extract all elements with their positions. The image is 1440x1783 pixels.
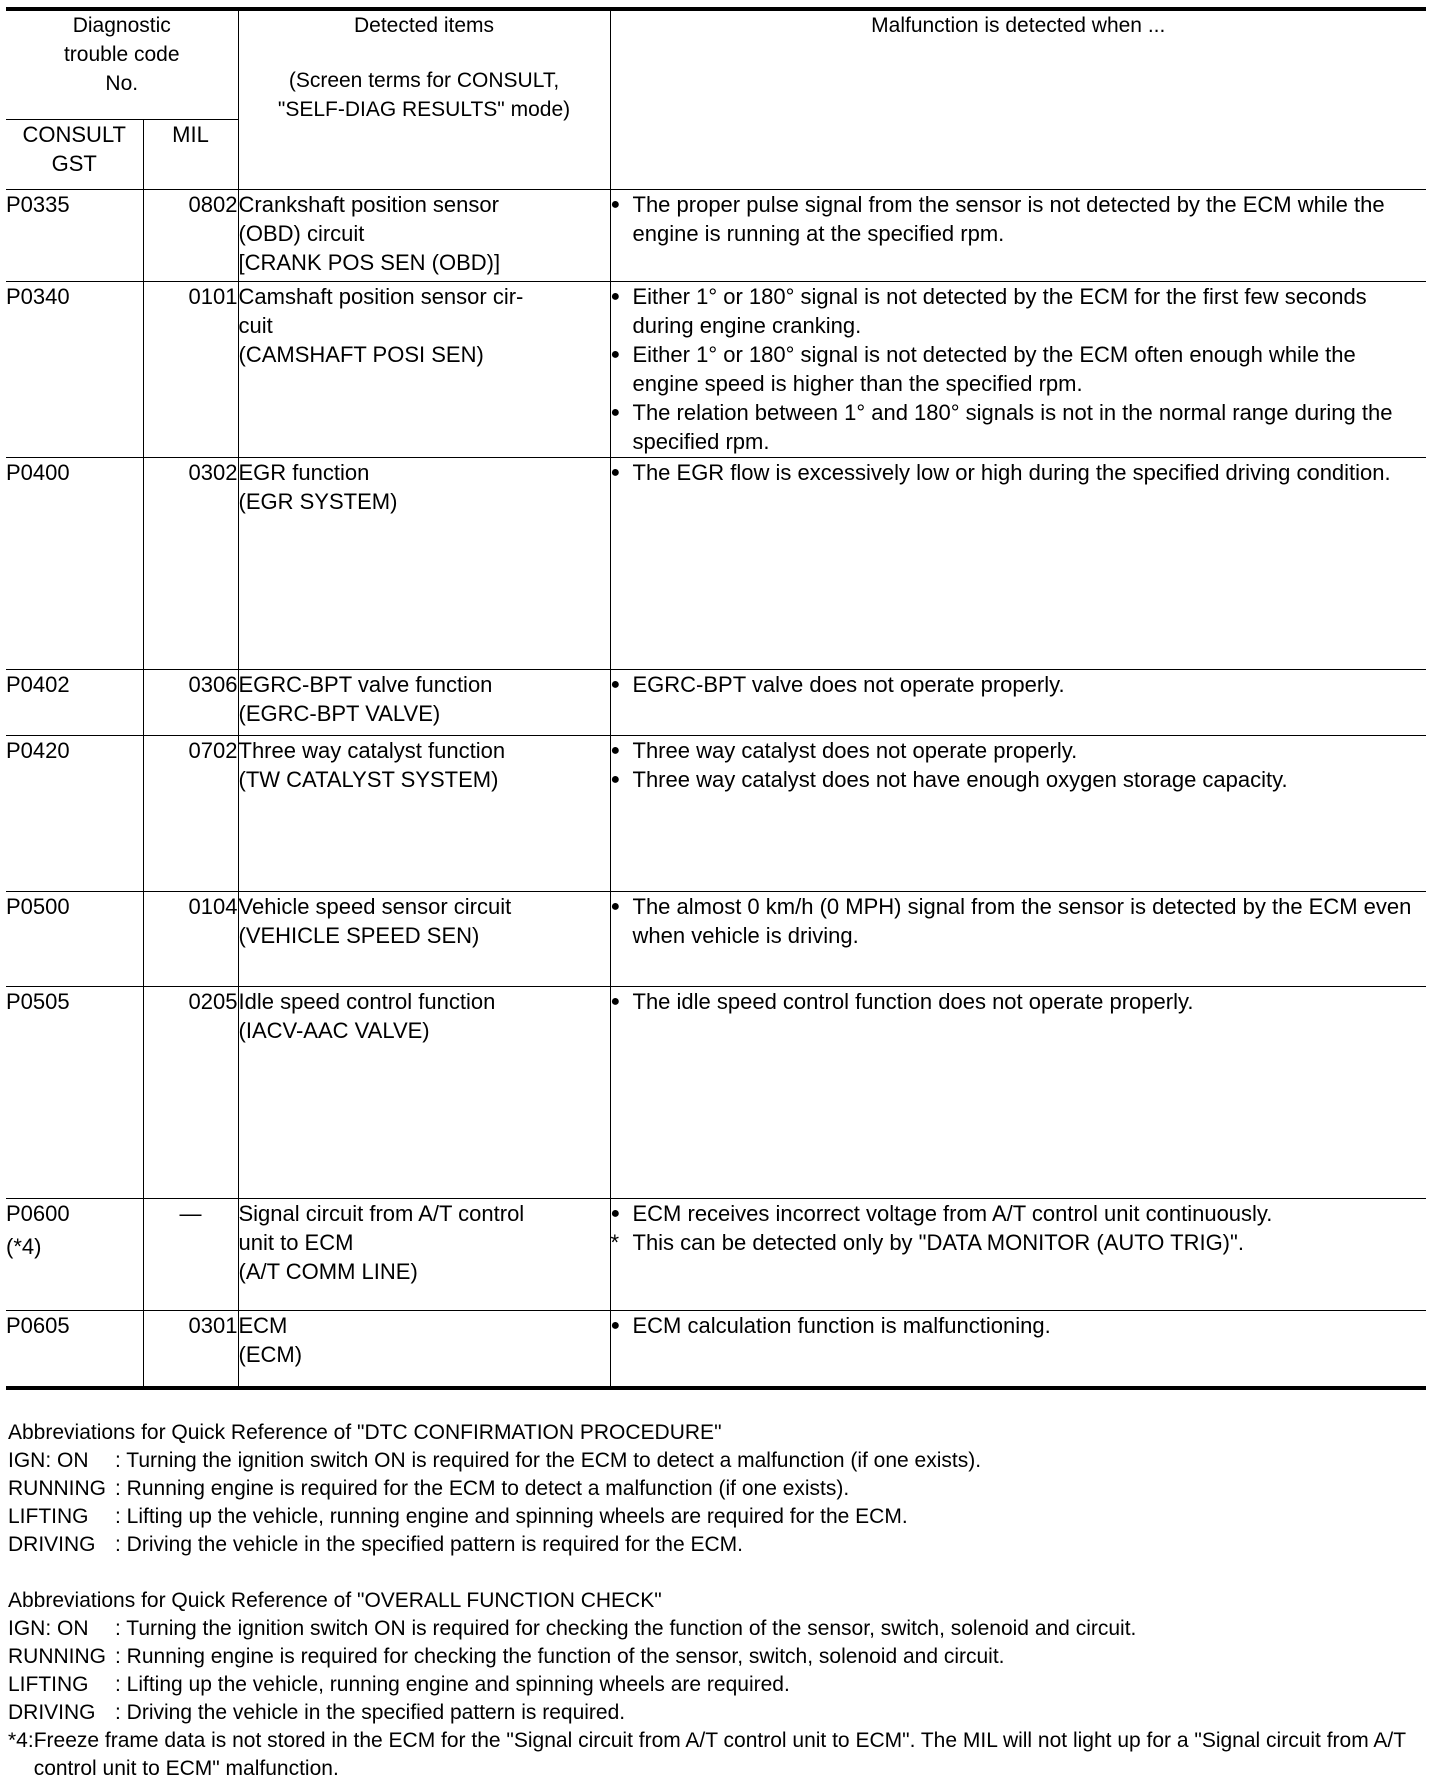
header-detected-items <box>238 9 610 189</box>
malfunction-note <box>611 1228 1427 1257</box>
header-malfunction: Malfunction is detected when ... <box>610 9 1426 189</box>
malfunction-cell <box>610 735 1426 891</box>
abbrev-key: RUNNING <box>8 1477 106 1500</box>
detected-item-line: (OBD) circuit <box>238 220 365 246</box>
header-diagnostic-trouble-code <box>6 9 238 119</box>
detected-item-line: (CAMSHAFT POSI SEN) <box>238 341 484 367</box>
consult-code-note: (*4) <box>6 1233 42 1259</box>
bullet-icon: ● <box>610 1316 621 1334</box>
detected-item-line: Camshaft position sensor cir- <box>238 283 524 309</box>
detected-item-line: (IACV-AAC VALVE) <box>238 1017 430 1043</box>
malfunction-text: Three way catalyst does not have enough oxygen storage capacity. <box>632 766 1288 792</box>
detected-item-line: (TW CATALYST SYSTEM) <box>238 766 499 792</box>
detected-item-line: (EGRC-BPT VALVE) <box>238 700 441 726</box>
detected-item-line: Three way catalyst function <box>238 737 506 763</box>
dtc-row <box>6 189 1426 281</box>
bullet-icon: ● <box>610 741 621 759</box>
abbrev-key: DRIVING <box>8 1701 96 1724</box>
malfunction-item <box>611 765 1427 794</box>
bullet-icon: ● <box>610 675 621 693</box>
mil-code: 0205 <box>143 986 238 1198</box>
abbrev-item <box>8 1615 1436 1643</box>
header-diag-line1: Diagnostic <box>72 14 171 37</box>
dtc-abbrev-list <box>8 1447 1436 1559</box>
bullet-icon: ● <box>610 992 621 1010</box>
detected-item-line: (ECM) <box>238 1341 303 1367</box>
consult-code-cell <box>6 1198 143 1310</box>
malfunction-item <box>611 736 1427 765</box>
dtc-abbrev-title: Abbreviations for Quick Reference of "DTC CONFIRMATION PROCEDURE" <box>8 1421 722 1444</box>
header-detected-line2: (Screen terms for CONSULT, <box>288 69 560 92</box>
detected-items-cell <box>238 1198 610 1310</box>
abbrev-item <box>8 1531 1436 1559</box>
consult-code: P0340 <box>6 283 70 309</box>
detected-item-line: Idle speed control function <box>238 988 496 1014</box>
malfunction-item <box>611 987 1427 1016</box>
footnote-key: *4: <box>8 1729 34 1752</box>
consult-code-cell <box>6 735 143 891</box>
detected-items-cell <box>238 281 610 457</box>
header-consult-line2: GST <box>51 150 97 176</box>
asterisk-icon: * <box>610 1229 620 1255</box>
abbrev-text: : Lifting up the vehicle, running engine and spinning wheels are required for the ECM. <box>115 1505 908 1528</box>
malfunction-cell <box>610 1198 1426 1310</box>
dtc-table <box>6 7 1426 1390</box>
detected-item-line: (A/T COMM LINE) <box>238 1258 418 1284</box>
mil-code: — <box>143 1198 238 1310</box>
consult-code: P0402 <box>6 671 70 697</box>
abbrev-item <box>8 1643 1436 1671</box>
abbrev-item <box>8 1503 1436 1531</box>
bullet-icon: ● <box>610 403 621 421</box>
detected-item-line: Signal circuit from A/T control <box>238 1200 525 1226</box>
malfunction-text: The EGR flow is excessively low or high during the specified driving condition. <box>632 459 1391 485</box>
bullet-icon: ● <box>610 345 621 363</box>
consult-code-cell <box>6 457 143 669</box>
detected-item-line: Crankshaft position sensor <box>238 191 499 217</box>
abbrev-key: IGN: ON <box>8 1449 89 1472</box>
detected-item-line: (EGR SYSTEM) <box>238 488 398 514</box>
abbrev-text: : Turning the ignition switch ON is required for the ECM to detect a malfunction (if one exists). <box>115 1449 982 1472</box>
malfunction-cell <box>610 891 1426 986</box>
consult-code-cell <box>6 986 143 1198</box>
consult-code: P0600 <box>6 1200 70 1226</box>
detected-item-line: ECM <box>238 1312 288 1338</box>
mil-code: 0301 <box>143 1310 238 1388</box>
consult-code: P0335 <box>6 191 70 217</box>
malfunction-text: ECM receives incorrect voltage from A/T control unit continuously. <box>632 1200 1273 1226</box>
detected-items-cell <box>238 1310 610 1388</box>
malfunction-item <box>611 340 1427 398</box>
dtc-row <box>6 1198 1426 1310</box>
bullet-icon: ● <box>610 195 621 213</box>
bullet-icon: ● <box>610 1204 621 1222</box>
dtc-table-body <box>6 189 1426 1388</box>
detected-item-line: (VEHICLE SPEED SEN) <box>238 922 480 948</box>
consult-code: P0400 <box>6 459 70 485</box>
abbrev-key: RUNNING <box>8 1645 106 1668</box>
consult-code-cell <box>6 1310 143 1388</box>
detected-item-line: [CRANK POS SEN (OBD)] <box>238 249 501 275</box>
header-diag-line2: trouble code <box>63 43 180 66</box>
mil-code: 0104 <box>143 891 238 986</box>
dtc-row <box>6 986 1426 1198</box>
abbrev-text: : Running engine is required for checking the function of the sensor, switch, solenoid and circuit. <box>115 1645 1005 1668</box>
footnote-text: Freeze frame data is not stored in the ECM for the "Signal circuit from A/T control unit to ECM". The MIL will not light up for a "Signal circuit from A/T control unit to ECM" malfunction. <box>33 1729 1406 1780</box>
malfunction-text: The almost 0 km/h (0 MPH) signal from the sensor is detected by the ECM even when vehicle is driving. <box>632 893 1412 948</box>
malfunction-item <box>611 282 1427 340</box>
malfunction-item <box>611 458 1427 487</box>
malfunction-item <box>611 892 1427 950</box>
header-mil: MIL <box>143 119 238 189</box>
header-consult-gst <box>6 119 143 189</box>
dtc-row <box>6 457 1426 669</box>
detected-item-line: unit to ECM <box>238 1229 354 1255</box>
consult-code: P0505 <box>6 988 70 1014</box>
consult-code-cell <box>6 669 143 735</box>
malfunction-text: The proper pulse signal from the sensor is not detected by the ECM while the engine is running at the specified rpm. <box>632 191 1385 246</box>
consult-code-cell <box>6 189 143 281</box>
detected-item-line: EGR function <box>238 459 370 485</box>
mil-code: 0802 <box>143 189 238 281</box>
consult-code: P0500 <box>6 893 70 919</box>
abbrev-key: DRIVING <box>8 1533 96 1556</box>
malfunction-item <box>611 190 1427 248</box>
mil-code: 0702 <box>143 735 238 891</box>
malfunction-cell <box>610 457 1426 669</box>
abbrev-text: : Running engine is required for the ECM to detect a malfunction (if one exists). <box>115 1477 850 1500</box>
header-detected-line1: Detected items <box>353 14 495 37</box>
consult-code-cell <box>6 281 143 457</box>
mil-code: 0101 <box>143 281 238 457</box>
malfunction-text: Either 1° or 180° signal is not detected by the ECM for the first few seconds during engine cranking. <box>632 283 1367 338</box>
dtc-row <box>6 735 1426 891</box>
bullet-icon: ● <box>610 463 621 481</box>
consult-code: P0420 <box>6 737 70 763</box>
malfunction-cell <box>610 281 1426 457</box>
malfunction-text: Three way catalyst does not operate properly. <box>632 737 1078 763</box>
detected-items-cell <box>238 891 610 986</box>
bullet-icon: ● <box>610 897 621 915</box>
detected-items-cell <box>238 457 610 669</box>
malfunction-cell <box>610 1310 1426 1388</box>
dtc-row <box>6 1310 1426 1388</box>
malfunction-cell <box>610 189 1426 281</box>
malfunction-item <box>611 398 1427 456</box>
dtc-row <box>6 891 1426 986</box>
mil-code: 0302 <box>143 457 238 669</box>
bullet-icon: ● <box>610 287 621 305</box>
abbrev-key: IGN: ON <box>8 1617 89 1640</box>
abbrev-text: : Lifting up the vehicle, running engine and spinning wheels are required. <box>115 1673 790 1696</box>
abbrev-key: LIFTING <box>8 1673 89 1696</box>
detected-items-cell <box>238 189 610 281</box>
malfunction-note-text: This can be detected only by "DATA MONITOR (AUTO TRIG)". <box>632 1229 1244 1255</box>
malfunction-text: ECM calculation function is malfunctioning. <box>632 1312 1051 1338</box>
consult-code: P0605 <box>6 1312 70 1338</box>
malfunction-item <box>611 670 1427 699</box>
abbrev-text: : Driving the vehicle in the specified pattern is required. <box>115 1701 626 1724</box>
abbrev-text: : Turning the ignition switch ON is required for checking the function of the sensor, switch, solenoid and circuit. <box>115 1617 1137 1640</box>
detected-item-line: cuit <box>238 312 273 338</box>
abbrev-text: : Driving the vehicle in the specified pattern is required for the ECM. <box>115 1533 743 1556</box>
mil-code: 0306 <box>143 669 238 735</box>
detected-item-line: EGRC-BPT valve function <box>238 671 493 697</box>
malfunction-text: The relation between 1° and 180° signals is not in the normal range during the specified rpm. <box>632 399 1393 454</box>
detected-items-cell <box>238 669 610 735</box>
header-diag-line3: No. <box>105 72 139 95</box>
footnote-4 <box>8 1727 1436 1783</box>
ofc-abbrev-list <box>8 1615 1436 1727</box>
dtc-row <box>6 669 1426 735</box>
consult-code-cell <box>6 891 143 986</box>
abbrev-item <box>8 1475 1436 1503</box>
ofc-abbrev-title: Abbreviations for Quick Reference of "OVERALL FUNCTION CHECK" <box>8 1589 662 1612</box>
abbrev-item <box>8 1671 1436 1699</box>
abbreviation-notes <box>8 1419 1436 1783</box>
dtc-row <box>6 281 1426 457</box>
detected-item-line: Vehicle speed sensor circuit <box>238 893 512 919</box>
malfunction-text: Either 1° or 180° signal is not detected by the ECM often enough while the engine speed is higher than the specified rpm. <box>632 341 1356 396</box>
abbrev-item <box>8 1447 1436 1475</box>
abbrev-item <box>8 1699 1436 1727</box>
header-consult-line1: CONSULT <box>22 121 126 147</box>
header-detected-line3: "SELF-DIAG RESULTS" mode) <box>277 98 571 121</box>
bullet-icon: ● <box>610 770 621 788</box>
malfunction-text: The idle speed control function does not operate properly. <box>632 988 1194 1014</box>
detected-items-cell <box>238 735 610 891</box>
malfunction-item <box>611 1199 1427 1228</box>
detected-items-cell <box>238 986 610 1198</box>
malfunction-cell <box>610 986 1426 1198</box>
malfunction-item <box>611 1311 1427 1340</box>
malfunction-cell <box>610 669 1426 735</box>
abbrev-key: LIFTING <box>8 1505 89 1528</box>
malfunction-text: EGRC-BPT valve does not operate properly. <box>632 671 1065 697</box>
